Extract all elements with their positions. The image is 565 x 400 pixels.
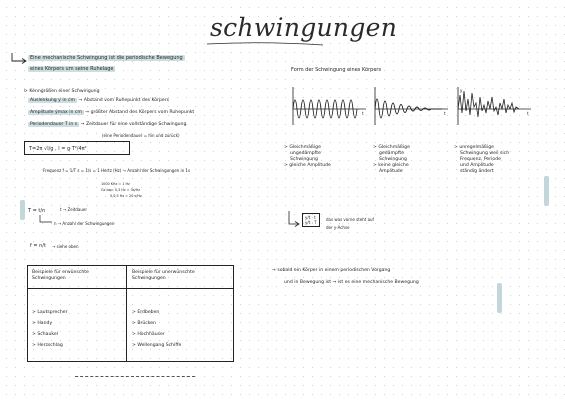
- t-label: t → Zeitdauer: [60, 207, 87, 212]
- form-desc-irregular: > unregelmäßige Schwingung weil sich Frequenz, Periode und Amplitude ständig ändert: [454, 145, 510, 174]
- corner-arrow-icon: [11, 52, 29, 66]
- irregular-wave-graph: [455, 85, 535, 130]
- kenngroesse-row: Amplitude ŷmax in cm → größter Abstand des Körpers vom Ruhepunkt: [30, 110, 195, 115]
- axis-label-t: t: [527, 111, 529, 116]
- table-divider: [126, 266, 127, 361]
- t-formula: T = t/n: [28, 208, 46, 214]
- kenngroessen-note: (eine Periodendauer = hin und zurück): [102, 133, 180, 138]
- title-underline: [205, 41, 325, 47]
- kenngroesse-row: Periodendauer T in s → Zeitdauer für eine vollständige Schwingung: [30, 122, 187, 127]
- axis-label-t: t: [444, 111, 446, 116]
- frequenz-sub: 0,0,5 Hz = 20 s/Hz: [110, 194, 142, 198]
- axis-label-y: y: [460, 88, 463, 93]
- bewegung-line-2: und in Bewegung ist → ist es eine mechanische Bewegung: [284, 280, 419, 285]
- table-header-line: [28, 288, 233, 289]
- list-item: > Handy: [32, 321, 53, 326]
- list-item: > Erdbeben: [132, 310, 160, 315]
- frequenz-sub: Gz bsp: 0,3 Hz = 3s/Hz: [101, 188, 140, 192]
- frequenz-line: Frequenz f = 1/T s = 1/s = 1 Hertz (Hz) → Anzahl der Schwingungen in 1s: [43, 168, 191, 173]
- kenngroesse-row: Auslenkung y in cm → Abstand vom Ruhepunkt des Körpers: [30, 98, 170, 103]
- examples-right-header: Beispiele für unerwünschte Schwingungen: [132, 270, 195, 281]
- axis-fraction-box: y/t · t y/t · T: [302, 213, 320, 227]
- marker-bar: [20, 200, 25, 220]
- list-item: > Hochhäuser: [132, 332, 165, 337]
- formula-text: T=2π √l/g , l = g·T²/4π²: [29, 146, 87, 152]
- dashed-divider: [75, 376, 195, 377]
- f-formula: f = n/t: [30, 243, 46, 249]
- kenngroessen-heading: ⊳ Kenngrößen einer Schwingung: [24, 89, 100, 94]
- f-label: → siehe oben: [52, 244, 79, 249]
- corner-arrow-icon: [287, 210, 301, 232]
- n-label: n → Anzahl der Schwingungen: [54, 221, 115, 226]
- page-title: schwingungen: [210, 13, 398, 42]
- marker-bar: [544, 176, 549, 206]
- frequenz-sub: 1000 KHz = 1 Hz: [101, 182, 130, 186]
- examples-left-header: Beispiele für erwünschte Schwingungen: [32, 270, 89, 281]
- list-item: > Lautsprecher: [32, 310, 68, 315]
- marker-bar: [497, 283, 502, 313]
- intro-line-1: Eine mechanische Schwingung ist die periodische Bewegung: [30, 55, 183, 61]
- list-item: > Schaukel: [32, 332, 58, 337]
- axis-note-line-2: der y-Achse: [326, 225, 350, 230]
- list-item: > Herzschlag: [32, 343, 63, 348]
- formula-box: [24, 141, 130, 155]
- bullet-icon: ⊳: [24, 89, 30, 94]
- intro-line-2: eines Körpers um seine Ruhelage: [30, 66, 114, 72]
- form-desc-undamped: > Gleichmäßige ungedämpfte Schwingung > gleiche Amplitude: [284, 145, 331, 168]
- list-item: > Wellengang Schiffe: [132, 343, 182, 348]
- form-desc-damped: > Gleichmäßige gedämpfte Schwingung > keine gleiche Amplitude: [373, 145, 410, 174]
- undamped-wave-graph: [290, 85, 370, 130]
- form-heading: Form der Schwingung eines Körpers: [291, 67, 382, 73]
- bewegung-line-1: → sobald ein Körper in einem periodischen Vorgang: [272, 268, 391, 273]
- axis-note-line-1: das was vorne steht auf: [326, 217, 374, 222]
- examples-table: [27, 265, 234, 362]
- axis-label-t: t: [362, 111, 364, 116]
- list-item: > Brücken: [132, 321, 157, 326]
- damped-wave-graph: [372, 85, 452, 130]
